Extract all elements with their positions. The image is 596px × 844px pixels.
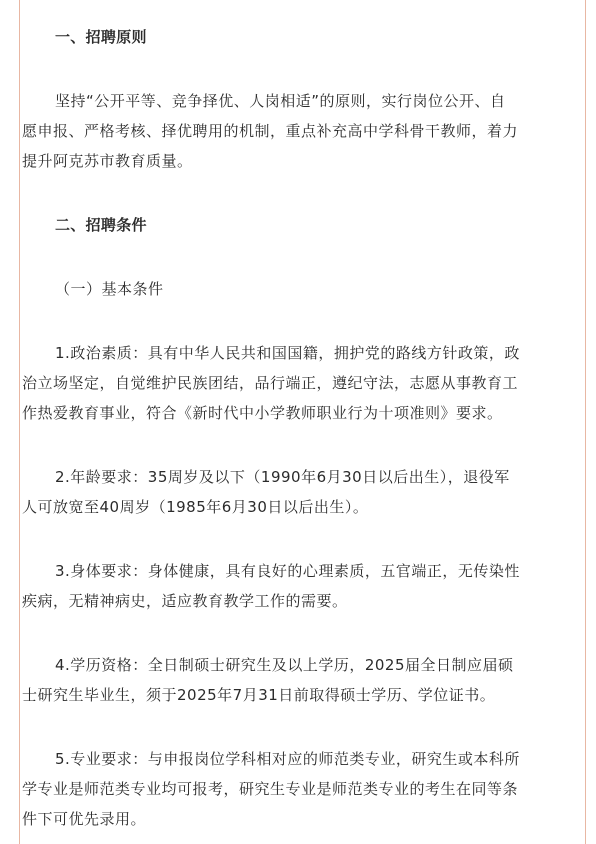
text-line: 提升阿克苏市教育质量。 — [22, 152, 193, 170]
text-line: 士研究生毕业生，须于2025年7月31日前取得硕士学历、学位证书。 — [22, 686, 496, 704]
text-line: 3.身体要求：身体健康，具有良好的心理素质，五官端正，无传染性 — [55, 562, 520, 580]
right-border-line — [585, 0, 586, 844]
text-line: 作热爱教育事业，符合《新时代中小学教师职业行为十项准则》要求。 — [22, 404, 503, 422]
section-heading-conditions: 二、招聘条件 — [55, 216, 147, 234]
paragraph-age — [22, 462, 582, 522]
text-line: 2.年龄要求：35周岁及以下（1990年6月30日以后出生），退役军 — [55, 468, 510, 486]
text-line: 1.政治素质：具有中华人民共和国国籍，拥护党的路线方针政策，政 — [55, 344, 520, 362]
text-line: 5.专业要求：与申报岗位学科相对应的师范类专业，研究生或本科所 — [55, 750, 520, 768]
section-heading-principles: 一、招聘原则 — [55, 28, 147, 46]
paragraph-health — [22, 556, 582, 616]
document-content — [22, 22, 582, 834]
text-line: 学专业是师范类专业均可报考，研究生专业是师范类专业的考生在同等条 — [22, 780, 519, 798]
text-line: 件下可优先录用。 — [22, 810, 147, 828]
text-line: 人可放宽至40周岁（1985年6月30日以后出生）。 — [22, 498, 369, 516]
text-line: 4.学历资格：全日制硕士研究生及以上学历，2025届全日制应届硕 — [55, 656, 514, 674]
subsection-heading-basic: （一）基本条件 — [55, 280, 164, 298]
left-border-line — [19, 0, 20, 844]
text-line: 治立场坚定，自觉维护民族团结，品行端正，遵纪守法，志愿从事教育工 — [22, 374, 519, 392]
text-line: 坚持“公开平等、竞争择优、人岗相适”的原则，实行岗位公开、自 — [55, 92, 506, 110]
paragraph-education — [22, 650, 582, 710]
text-line: 愿申报、严格考核、择优聘用的机制，重点补充高中学科骨干教师，着力 — [22, 122, 519, 140]
paragraph-major — [22, 744, 582, 834]
paragraph-principles — [22, 86, 582, 176]
paragraph-political — [22, 338, 582, 428]
text-line: 疾病，无精神病史，适应教育教学工作的需要。 — [22, 592, 348, 610]
